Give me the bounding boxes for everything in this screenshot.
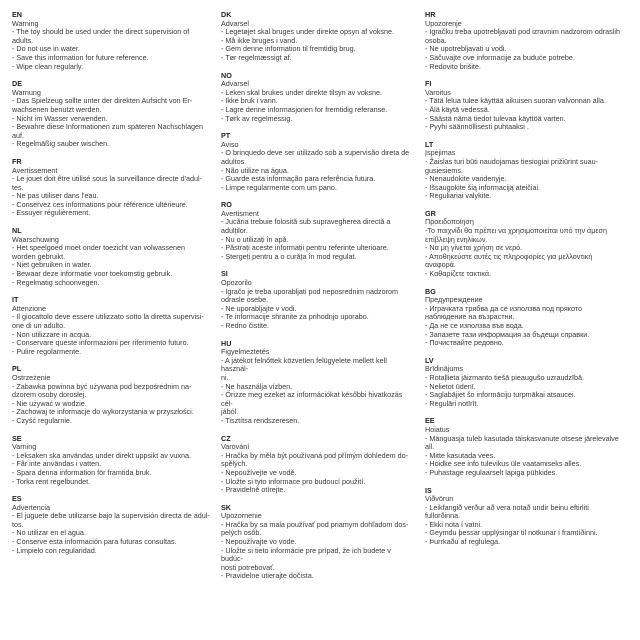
warning-line: - Hoidke see info tulevikus üle vaatamiseks alles. (425, 459, 582, 469)
warning-line: - Nepoužívejte ve vodě. (221, 467, 297, 477)
warning-line: - Conserve esta información para futuras consultas. (12, 537, 177, 547)
warning-line: - Păstrați aceste informații pentru referințe ulterioare. (221, 243, 389, 253)
warning-line: - O brinquedo deve ser utilizado sob a supervisão direta de (221, 148, 410, 158)
language-code: CZ (221, 433, 231, 443)
warning-line: - Får inte användas i vatten. (12, 459, 102, 469)
warning-line: - Das Spielzeug sollte unter der direkten Aufsicht von Er- (12, 96, 193, 106)
warning-heading: Avertisment (221, 208, 259, 218)
warning-line: - Legetøjet skal bruges under direkte opsyn af voksne. (221, 27, 394, 37)
warning-heading: Įspėjimas (425, 148, 456, 158)
warning-line: - Puhastage regulaarselt lapiga pühkides. (425, 467, 558, 477)
warning-heading: Avertissement (12, 165, 58, 175)
warning-line: - Ne használja vízben. (221, 381, 293, 391)
warning-section-bg (425, 288, 631, 348)
warning-line: - Redovito brišite. (425, 61, 481, 71)
warning-heading: Warnung (12, 87, 41, 97)
warning-line: - Conservare queste informazioni per riferimento futuro. (12, 338, 189, 348)
warning-section-ro (221, 201, 411, 261)
warning-line: - Да не се използва във вода. (425, 321, 524, 330)
warning-line: - Tisztítsa rendszeresen. (221, 415, 300, 425)
warning-line: - Må ikke bruges i vand. (221, 35, 298, 45)
warning-line: - Tätä lelua tulee käyttää aikuisen suoran valvonnan alla. (425, 96, 606, 106)
warning-line: adults. (12, 35, 34, 45)
warning-heading: Advarsel (221, 79, 249, 89)
warning-line: - Ne upotrebljavati u vodi. (425, 44, 507, 54)
warning-line: - Jucăria trebuie folosită sub supravegherea directă a (221, 217, 391, 227)
warning-line: - Hračka by sa mala používať pod priamym dohľadom dos- (221, 519, 409, 529)
warning-line: - Rotaļlieta jāizmanto tiešā pieaugušo uzraudzībā. (425, 372, 585, 382)
warning-line: - Il giocattolo deve essere utilizzato sotto la diretta supervisi- (12, 312, 204, 322)
warning-line: - Do not use in water. (12, 44, 80, 54)
warning-line: - Ștergeți pentru a o curăța în mod regulat. (221, 251, 357, 261)
warning-line: - Leken skal brukes under direkte tilsyn av voksne. (221, 87, 382, 97)
language-code: GR (425, 208, 436, 218)
warning-line: adulților. (221, 226, 248, 236)
warning-line: - Nicht im Wasser verwenden. (12, 113, 108, 123)
language-column-3 (425, 11, 631, 556)
warning-line: - Почиствайте редовно. (425, 338, 504, 348)
warning-line: επίβλεψη ενηλίκων. (425, 234, 488, 244)
warning-line: tes. (12, 182, 24, 192)
language-column-2 (221, 11, 411, 590)
language-code: EE (425, 416, 435, 426)
warning-line: - Wipe clean regularly. (12, 61, 83, 71)
warning-line: - Tør regelmæssigt af. (221, 52, 292, 62)
language-code: PT (221, 131, 231, 141)
warning-section-en (12, 11, 212, 71)
warning-line: - Saglabājiet šo informāciju turpmākai atsaucei. (425, 390, 576, 400)
warning-line: - Bewaar deze informatie voor toekomstig gebruik. (12, 269, 173, 279)
warning-line: - Zabawka powinna być używana pod bezpośrednim na- (12, 381, 192, 391)
warning-line: - Guarde esta informação para referência futura. (221, 174, 376, 184)
warning-heading: Aviso (221, 139, 239, 149)
warning-line: gusiesiems. (425, 165, 463, 175)
warning-line: worden gebruikt. (12, 251, 66, 261)
warning-section-sk (221, 504, 411, 581)
warning-section-cz (221, 435, 411, 495)
language-code: LT (425, 139, 434, 149)
warning-line: - No utilizar en el agua. (12, 528, 86, 538)
warning-heading: Advertencia (12, 502, 50, 512)
warning-section-lt (425, 141, 631, 201)
warning-line: - Ne pas utiliser dans l'eau. (12, 191, 99, 201)
warning-line: - Uložte si tieto informácie pre prípad, že ich budete v budúc- (221, 545, 393, 564)
warning-line: - Le jouet doit être utilisé sous la surveillance directe d'adul- (12, 174, 202, 184)
warning-line: - Save this information for future reference. (12, 52, 149, 62)
warning-line: - Запазете тази информация за бъдещи справки. (425, 329, 590, 339)
warning-line: - Nelietot ūdenī. (425, 381, 476, 391)
warning-line: - Ekki nota í vatni. (425, 519, 483, 529)
warning-line: - Tørk av regelmessig. (221, 113, 293, 123)
warning-heading: Hoiatus (425, 424, 450, 434)
language-code: SK (221, 502, 231, 512)
warning-line: - Nu o utilizați în apă. (221, 234, 289, 244)
warning-heading: Varování (221, 442, 250, 452)
warning-line: - Zachowaj te informacje do wykorzystania w przyszłości. (12, 407, 194, 417)
warning-line: fullorðinna. (425, 511, 461, 521)
warning-line: - Älä käytä vedessä. (425, 104, 490, 114)
warning-line: - El juguete debe utilizarse bajo la supervisión directa de adul- (12, 511, 210, 521)
warning-line: - Nie używać w wodzie. (12, 398, 87, 408)
warning-line: - Niet gebruiken in water. (12, 260, 92, 270)
warning-line: - Spara denna information för framtida bruk. (12, 467, 152, 477)
warning-line: auf. (12, 130, 24, 140)
warning-line: wachsenen benutzt werden. (12, 104, 102, 114)
warning-line: - Ne uporabljajte v vodi. (221, 303, 297, 313)
warning-line: - Igračo je treba uporabljati pod neposrednim nadzorom (221, 286, 398, 296)
language-code: ES (12, 494, 22, 504)
warning-line: - Καθαρίζετε τακτικά. (425, 269, 492, 279)
language-column-1 (12, 11, 212, 564)
warning-line: tos. (12, 519, 24, 529)
warning-section-de (12, 80, 212, 149)
warning-line: - Išsaugokite šią informaciją ateičiai. (425, 182, 541, 192)
warning-line: jából. (221, 407, 239, 417)
warning-heading: Viðvörun (425, 494, 454, 504)
language-code: HR (425, 10, 436, 19)
warning-heading: Upozornenie (221, 511, 262, 521)
warning-line: - Ikke bruk i vann. (221, 96, 278, 106)
warning-line: - A játékot felnőttek közvetlen felügyelete mellett kell használ- (221, 355, 389, 374)
warning-line: - Mänguasja tuleb kasutada täiskasvanute otsese järelevalve (425, 433, 619, 443)
warning-line: - Limpielo con regularidad. (12, 545, 97, 555)
warning-line: - Czyść regularnie. (12, 415, 72, 425)
warning-line: - Pyyhi säännöllisesti puhtaaksi . (425, 122, 529, 132)
warning-heading: Opozorilo (221, 278, 252, 288)
warning-line: αναφορά. (425, 260, 456, 270)
language-code: SI (221, 269, 228, 279)
warning-line: adultos. (221, 156, 247, 166)
warning-line: - Regelmatig schoonvegen. (12, 277, 100, 287)
warning-heading: Figyelmeztetés (221, 347, 270, 357)
warning-heading: Ostrzeżenie (12, 372, 51, 382)
warning-line: - Limpe regularmente com um pano. (221, 182, 337, 192)
warning-line: - Leksaken ska användas under direkt uppsikt av vuxna. (12, 450, 191, 460)
warning-line: - Mitte kasutada vees. (425, 450, 496, 460)
warning-section-dk (221, 11, 411, 63)
warning-line: - Gem denne information til fremtidig brug. (221, 44, 356, 54)
warning-line: pelých osôb. (221, 528, 262, 538)
warning-line: - Igračku treba upotrebljavati pod izravnim nadzorom odraslih (425, 27, 620, 37)
warning-line: osoba. (425, 35, 447, 45)
language-code: DK (221, 10, 232, 19)
warning-heading: Advarsel (221, 18, 249, 28)
warning-heading: Attenzione (12, 303, 46, 313)
warning-line: dzorem osoby dorosłej. (12, 390, 87, 400)
warning-heading: Warning (12, 18, 39, 28)
warning-heading: Varoitus (425, 87, 451, 97)
warning-line: - Non utilizzare in acqua. (12, 329, 92, 339)
warning-line: - Reguliariai valykite. (425, 191, 492, 201)
warning-section-no (221, 72, 411, 124)
language-code: FI (425, 79, 432, 89)
warning-line: - Redno čistite. (221, 321, 269, 330)
language-code: NO (221, 70, 232, 80)
warning-line: - Pravidelně otírejte. (221, 485, 286, 495)
warning-line: - Αποθηκεύστε αυτές τις πληροφορίες για μελλοντική (425, 251, 593, 261)
warning-section-it (12, 296, 212, 356)
language-code: EN (12, 10, 22, 19)
warning-line: - Играчката трябва да се използва под прякото (425, 303, 582, 313)
language-code: SE (12, 433, 22, 443)
warning-section-ee (425, 417, 631, 477)
warning-line: - Lagre denne informasjonen for fremtidig referanse. (221, 104, 388, 114)
warning-line: - Nenaudokite vandenyje. (425, 174, 507, 184)
warning-heading: Waarschuwing (12, 234, 59, 244)
warning-line: - Να μη γίνεται χρήση σε νερό. (425, 243, 523, 253)
language-code: NL (12, 226, 22, 236)
language-code: DE (12, 79, 22, 89)
warning-section-nl (12, 227, 212, 287)
language-code: BG (425, 286, 436, 296)
warning-heading: Upozorenje (425, 18, 462, 28)
warning-line: spělých. (221, 459, 248, 469)
warning-section-fr (12, 158, 212, 218)
warning-section-hu (221, 340, 411, 426)
warning-section-si (221, 270, 411, 330)
warning-line: - Geymdu þessar upplýsingar til notkunar í framtíðinni. (425, 528, 598, 538)
language-code: FR (12, 156, 22, 166)
warning-line: - Őrizze meg ezeket az információkat későbbi hivatkozás cél- (221, 390, 405, 408)
warning-section-is (425, 487, 631, 547)
warning-line: all. (425, 442, 435, 452)
warning-line: - Pravidelne utierajte dočista. (221, 571, 314, 581)
warning-line: - Não utilize na água. (221, 165, 289, 175)
warning-line: - Pulire regolarmente. (12, 346, 82, 356)
warning-line: one di un adulto. (12, 321, 66, 330)
warning-line: ni. (221, 372, 229, 382)
warning-line: - The toy should be used under the direct supervision of (12, 27, 190, 37)
language-code: IS (425, 485, 432, 495)
warning-line: - Žaislas turi būti naudojamas tiesiogiai prižiūrint suau- (425, 156, 598, 166)
warning-line: - Säästä nämä tiedot tulevaa käyttöä varten. (425, 113, 566, 123)
warning-line: - Leikfangið verður að vera notað undir beinu eftirliti (425, 502, 589, 512)
warning-line: - Þurrkaðu af reglulega. (425, 537, 501, 547)
warning-line: - Nepoužívajte vo vode. (221, 537, 297, 547)
warning-line: - Regulāri notīrīt. (425, 398, 479, 408)
warning-line: - Regelmäßig sauber wischen. (12, 139, 110, 149)
warning-line: nosti potrebovať. (221, 562, 275, 572)
language-code: PL (12, 364, 22, 374)
warning-line: - Conservez ces informations pour référence ultérieure. (12, 199, 188, 209)
warning-section-pt (221, 132, 411, 192)
warning-line: - Te informacije shranite za prihodnjo uporabo. (221, 312, 369, 322)
language-code: HU (221, 338, 232, 348)
warning-section-lv (425, 357, 631, 409)
language-code: LV (425, 355, 434, 365)
warning-line: - Essuyer régulièrement. (12, 208, 91, 218)
warning-line: - Hračka by měla být používaná pod přímým dohledem do- (221, 450, 408, 460)
language-code: IT (12, 295, 19, 305)
warning-heading: Brīdinājums (425, 364, 463, 374)
warning-section-se (12, 435, 212, 487)
warning-section-pl (12, 365, 212, 425)
warning-section-fi (425, 80, 631, 132)
warning-line: odrasle osebe. (221, 295, 269, 305)
warning-line: - Uložte si tyto informace pro budoucí použití. (221, 476, 366, 486)
warning-heading: Предупреждение (425, 295, 483, 305)
warning-section-gr (425, 210, 631, 279)
warning-line: - Bewahre diese Informationen zum späteren Nachschlagen (12, 122, 203, 132)
warning-line: - Het speelgoed moet onder toezicht van volwassenen (12, 243, 186, 253)
warning-heading: Προειδοποίηση (425, 217, 474, 227)
warning-heading: Varning (12, 442, 37, 452)
warning-line: наблюдение на възрастни. (425, 312, 515, 322)
warning-line: - Sačuvajte ove informacije za buduće potrebe. (425, 52, 575, 62)
warning-line: -Το παιχνίδι θα πρέπει να χρησιμοποιείται υπό την άμεση (425, 226, 607, 236)
warning-section-hr (425, 11, 631, 71)
warning-section-es (12, 495, 212, 555)
language-code: RO (221, 200, 232, 210)
warning-line: - Torka rent regelbundet. (12, 476, 91, 486)
